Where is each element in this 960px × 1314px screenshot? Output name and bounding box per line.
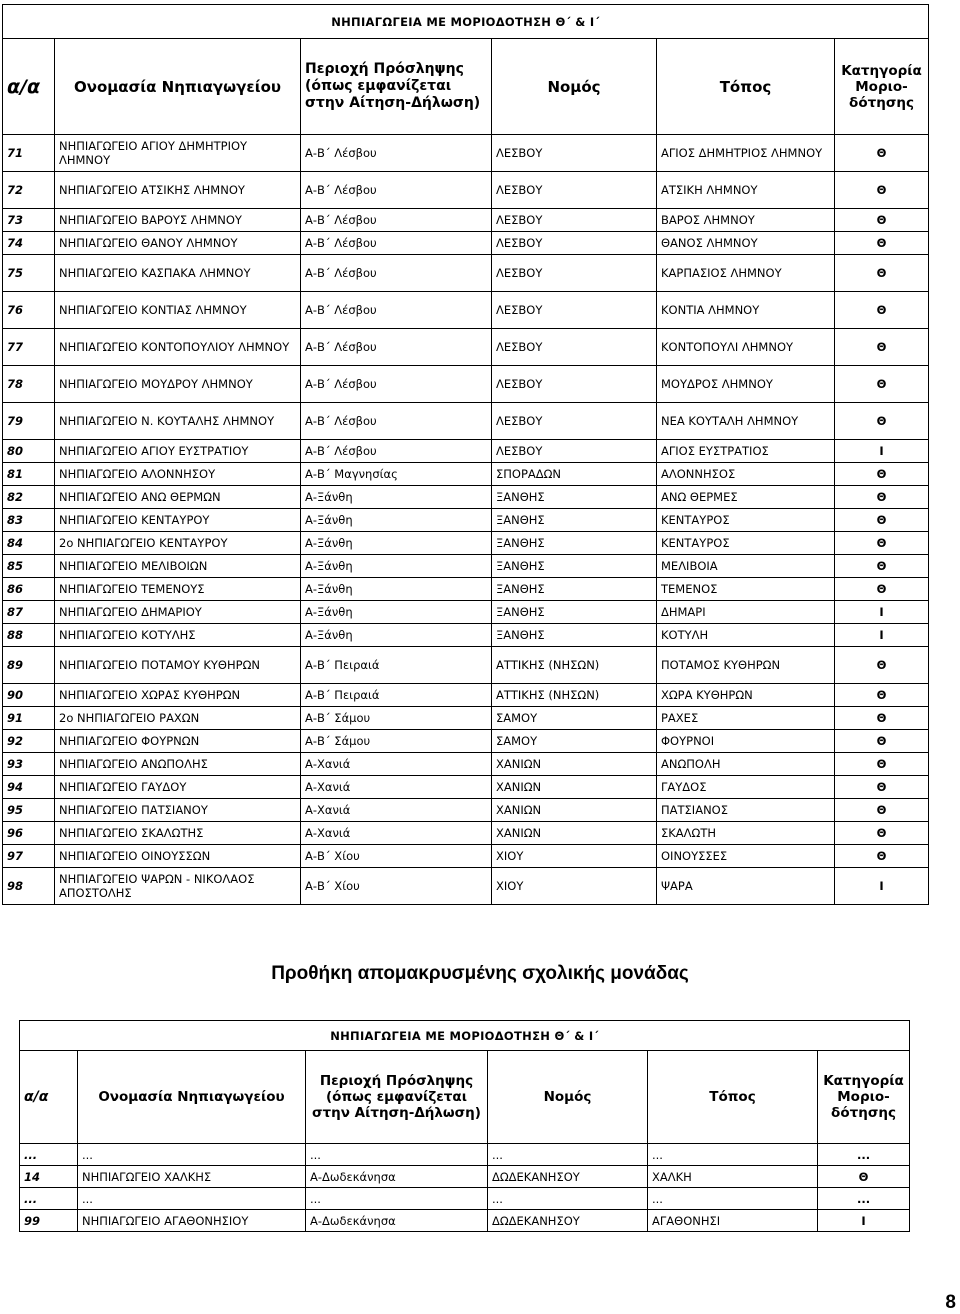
header-category: Κατηγορία Μοριο-δότησης — [835, 39, 929, 135]
recruitment-area: Α-Ξάνθη — [301, 486, 492, 509]
points-category: Θ — [835, 684, 929, 707]
prefecture: ... — [488, 1144, 648, 1166]
table-row — [3, 463, 929, 486]
prefecture: ΛΕΣΒΟΥ — [492, 232, 657, 255]
recruitment-area: Α-Β΄ Πειραιά — [301, 684, 492, 707]
points-category: Θ — [835, 532, 929, 555]
points-category: Θ — [835, 822, 929, 845]
points-category: Θ — [835, 647, 929, 684]
place: ΚΟΝΤΙΑ ΛΗΜΝΟΥ — [657, 292, 835, 329]
place: ΠΑΤΣΙΑΝΟΣ — [657, 799, 835, 822]
points-category: Ι — [835, 868, 929, 905]
school-name: ΝΗΠΙΑΓΩΓΕΙΟ ΧΩΡΑΣ ΚΥΘΗΡΩΝ — [55, 684, 301, 707]
school-name: ΝΗΠΙΑΓΩΓΕΙΟ ΟΙΝΟΥΣΣΩΝ — [55, 845, 301, 868]
place: ΑΓΙΟΣ ΔΗΜΗΤΡΙΟΣ ΛΗΜΝΟΥ — [657, 135, 835, 172]
school-name: ΝΗΠΙΑΓΩΓΕΙΟ ΔΗΜΑΡΙΟΥ — [55, 601, 301, 624]
prefecture: ΛΕΣΒΟΥ — [492, 135, 657, 172]
schools-table-main — [2, 4, 929, 905]
school-name: ΝΗΠΙΑΓΩΓΕΙΟ ΜΕΛΙΒΟΙΩΝ — [55, 555, 301, 578]
row-number: 95 — [3, 799, 55, 822]
points-category: Θ — [835, 509, 929, 532]
place: ΧΩΡΑ ΚΥΘΗΡΩΝ — [657, 684, 835, 707]
table-row — [3, 601, 929, 624]
school-name: ... — [78, 1144, 306, 1166]
prefecture: ΞΑΝΘΗΣ — [492, 555, 657, 578]
recruitment-area: ... — [306, 1188, 488, 1210]
row-number: 87 — [3, 601, 55, 624]
school-name: ΝΗΠΙΑΓΩΓΕΙΟ ΑΝΩ ΘΕΡΜΩΝ — [55, 486, 301, 509]
recruitment-area: Α-Χανιά — [301, 822, 492, 845]
page-number: 8 — [945, 1292, 956, 1313]
school-name: ΝΗΠΙΑΓΩΓΕΙΟ ΘΑΝΟΥ ΛΗΜΝΟΥ — [55, 232, 301, 255]
place: ΚΕΝΤΑΥΡΟΣ — [657, 509, 835, 532]
row-number: 85 — [3, 555, 55, 578]
place: ΑΝΩΠΟΛΗ — [657, 753, 835, 776]
place: ΑΓΑΘΟΝΗΣΙ — [648, 1210, 818, 1232]
school-name: ΝΗΠΙΑΓΩΓΕΙΟ ΤΕΜΕΝΟΥΣ — [55, 578, 301, 601]
header-category: Κατηγορία Μοριο-δότησης — [818, 1051, 910, 1144]
table-row — [3, 753, 929, 776]
table-row — [3, 292, 929, 329]
row-number: 90 — [3, 684, 55, 707]
row-number: 14 — [20, 1166, 78, 1188]
row-number: 92 — [3, 730, 55, 753]
points-category: Θ — [835, 255, 929, 292]
school-name: ΝΗΠΙΑΓΩΓΕΙΟ ΜΟΥΔΡΟΥ ΛΗΜΝΟΥ — [55, 366, 301, 403]
place: ΑΓΙΟΣ ΕΥΣΤΡΑΤΙΟΣ — [657, 440, 835, 463]
school-name: ΝΗΠΙΑΓΩΓΕΙΟ ΦΟΥΡΝΩΝ — [55, 730, 301, 753]
row-number: 96 — [3, 822, 55, 845]
prefecture: ΞΑΝΘΗΣ — [492, 486, 657, 509]
place: ΠΟΤΑΜΟΣ ΚΥΘΗΡΩΝ — [657, 647, 835, 684]
table-title: ΝΗΠΙΑΓΩΓΕΙΑ ΜΕ ΜΟΡΙΟΔΟΤΗΣΗ Θ΄ & Ι΄ — [20, 1021, 910, 1051]
prefecture: ... — [488, 1188, 648, 1210]
row-number: 73 — [3, 209, 55, 232]
table-row — [3, 578, 929, 601]
place: ΑΛΟΝΝΗΣΟΣ — [657, 463, 835, 486]
recruitment-area: Α-Β΄ Λέσβου — [301, 209, 492, 232]
recruitment-area: Α-Β΄ Λέσβου — [301, 172, 492, 209]
row-number: ... — [20, 1188, 78, 1210]
prefecture: ΞΑΝΘΗΣ — [492, 578, 657, 601]
points-category: Θ — [835, 753, 929, 776]
school-name: ΝΗΠΙΑΓΩΓΕΙΟ ΨΑΡΩΝ - ΝΙΚΟΛΑΟΣ ΑΠΟΣΤΟΛΗΣ — [55, 868, 301, 905]
row-number: 89 — [3, 647, 55, 684]
recruitment-area: Α-Ξάνθη — [301, 578, 492, 601]
prefecture: ΛΕΣΒΟΥ — [492, 440, 657, 463]
school-name: ΝΗΠΙΑΓΩΓΕΙΟ ΓΑΥΔΟΥ — [55, 776, 301, 799]
table-row — [3, 822, 929, 845]
points-category: Ι — [835, 624, 929, 647]
table-row — [3, 845, 929, 868]
points-category: ... — [818, 1188, 910, 1210]
prefecture: ΛΕΣΒΟΥ — [492, 209, 657, 232]
points-category: Θ — [818, 1166, 910, 1188]
points-category: Θ — [835, 463, 929, 486]
prefecture: ΛΕΣΒΟΥ — [492, 366, 657, 403]
place: ΤΕΜΕΝΟΣ — [657, 578, 835, 601]
table-row — [20, 1144, 910, 1166]
place: ... — [648, 1188, 818, 1210]
points-category: Θ — [835, 486, 929, 509]
header-prefecture: Νομός — [492, 39, 657, 135]
place: ΦΟΥΡΝΟΙ — [657, 730, 835, 753]
row-number: 94 — [3, 776, 55, 799]
prefecture: ΔΩΔΕΚΑΝΗΣΟΥ — [488, 1166, 648, 1188]
school-name: ΝΗΠΙΑΓΩΓΕΙΟ ΠΟΤΑΜΟΥ ΚΥΘΗΡΩΝ — [55, 647, 301, 684]
row-number: 71 — [3, 135, 55, 172]
table-row — [20, 1188, 910, 1210]
recruitment-area: Α-Β΄ Σάμου — [301, 707, 492, 730]
points-category: Θ — [835, 776, 929, 799]
place: ΨΑΡΑ — [657, 868, 835, 905]
row-number: 91 — [3, 707, 55, 730]
place: ΑΤΣΙΚΗ ΛΗΜΝΟΥ — [657, 172, 835, 209]
recruitment-area: Α-Β΄ Λέσβου — [301, 329, 492, 366]
place: ΚΑΡΠΑΣΙΟΣ ΛΗΜΝΟΥ — [657, 255, 835, 292]
place: ΡΑΧΕΣ — [657, 707, 835, 730]
school-name: ΝΗΠΙΑΓΩΓΕΙΟ ΠΑΤΣΙΑΝΟΥ — [55, 799, 301, 822]
recruitment-area: Α-Ξάνθη — [301, 532, 492, 555]
table-row — [3, 684, 929, 707]
place: ΑΝΩ ΘΕΡΜΕΣ — [657, 486, 835, 509]
table-row — [3, 255, 929, 292]
prefecture: ΞΑΝΘΗΣ — [492, 624, 657, 647]
school-name: ΝΗΠΙΑΓΩΓΕΙΟ ΚΕΝΤΑΥΡΟΥ — [55, 509, 301, 532]
place: ΓΑΥΔΟΣ — [657, 776, 835, 799]
prefecture: ΛΕΣΒΟΥ — [492, 403, 657, 440]
table-row — [3, 366, 929, 403]
prefecture: ΛΕΣΒΟΥ — [492, 329, 657, 366]
recruitment-area: Α-Β΄ Σάμου — [301, 730, 492, 753]
schools-table-addition — [19, 1020, 910, 1232]
prefecture: ΧΙΟΥ — [492, 845, 657, 868]
table-title: ΝΗΠΙΑΓΩΓΕΙΑ ΜΕ ΜΟΡΙΟΔΟΤΗΣΗ Θ΄ & Ι΄ — [3, 5, 929, 39]
place: ΟΙΝΟΥΣΣΕΣ — [657, 845, 835, 868]
recruitment-area: Α-Δωδεκάνησα — [306, 1166, 488, 1188]
recruitment-area: Α-Β΄ Λέσβου — [301, 403, 492, 440]
row-number: 93 — [3, 753, 55, 776]
school-name: ΝΗΠΙΑΓΩΓΕΙΟ ΚΟΝΤΙΑΣ ΛΗΜΝΟΥ — [55, 292, 301, 329]
row-number: 75 — [3, 255, 55, 292]
table-row — [3, 624, 929, 647]
row-number: 77 — [3, 329, 55, 366]
prefecture: ΣΑΜΟΥ — [492, 707, 657, 730]
points-category: Θ — [835, 707, 929, 730]
recruitment-area: Α-Χανιά — [301, 776, 492, 799]
recruitment-area: Α-Β΄ Λέσβου — [301, 292, 492, 329]
table-row — [3, 329, 929, 366]
table-row — [3, 486, 929, 509]
place: ΔΗΜΑΡΙ — [657, 601, 835, 624]
school-name: ΝΗΠΙΑΓΩΓΕΙΟ ΑΓΙΟΥ ΕΥΣΤΡΑΤΙΟΥ — [55, 440, 301, 463]
recruitment-area: Α-Β΄ Πειραιά — [301, 647, 492, 684]
school-name: ΝΗΠΙΑΓΩΓΕΙΟ ΒΑΡΟΥΣ ΛΗΜΝΟΥ — [55, 209, 301, 232]
place: ΚΟΝΤΟΠΟΥΛΙ ΛΗΜΝΟΥ — [657, 329, 835, 366]
points-category: Ι — [818, 1210, 910, 1232]
place: ΝΕΑ ΚΟΥΤΑΛΗ ΛΗΜΝΟΥ — [657, 403, 835, 440]
table-row — [3, 440, 929, 463]
points-category: Θ — [835, 232, 929, 255]
points-category: Θ — [835, 135, 929, 172]
table-row — [3, 799, 929, 822]
school-name: ... — [78, 1188, 306, 1210]
place: ΧΑΛΚΗ — [648, 1166, 818, 1188]
table-row — [3, 509, 929, 532]
school-name: ΝΗΠΙΑΓΩΓΕΙΟ ΧΑΛΚΗΣ — [78, 1166, 306, 1188]
table-row — [3, 135, 929, 172]
table-row — [3, 232, 929, 255]
prefecture: ΧΑΝΙΩΝ — [492, 776, 657, 799]
points-category: Θ — [835, 172, 929, 209]
header-name: Ονομασία Νηπιαγωγείου — [55, 39, 301, 135]
header-prefecture: Νομός — [488, 1051, 648, 1144]
prefecture: ΛΕΣΒΟΥ — [492, 172, 657, 209]
place: ΣΚΑΛΩΤΗ — [657, 822, 835, 845]
recruitment-area: Α-Β΄ Λέσβου — [301, 366, 492, 403]
points-category: Θ — [835, 403, 929, 440]
row-number: 76 — [3, 292, 55, 329]
recruitment-area: Α-Β΄ Μαγνησίας — [301, 463, 492, 486]
recruitment-area: ... — [306, 1144, 488, 1166]
prefecture: ΞΑΝΘΗΣ — [492, 509, 657, 532]
header-aa: α/α — [20, 1051, 78, 1144]
table-row — [3, 707, 929, 730]
points-category: Θ — [835, 555, 929, 578]
row-number: 79 — [3, 403, 55, 440]
prefecture: ΑΤΤΙΚΗΣ (ΝΗΣΩΝ) — [492, 684, 657, 707]
header-aa: α/α — [3, 39, 55, 135]
school-name: ΝΗΠΙΑΓΩΓΕΙΟ ΑΝΩΠΟΛΗΣ — [55, 753, 301, 776]
points-category: Θ — [835, 329, 929, 366]
school-name: ΝΗΠΙΑΓΩΓΕΙΟ ΑΓΑΘΟΝΗΣΙΟΥ — [78, 1210, 306, 1232]
caption: Προθήκη απομακρυσμένης σχολικής μονάδας — [271, 963, 689, 984]
table-row — [3, 403, 929, 440]
row-number: 98 — [3, 868, 55, 905]
points-category: Θ — [835, 799, 929, 822]
recruitment-area: Α-Β΄ Λέσβου — [301, 135, 492, 172]
header-area: Περιοχή Πρόσληψης (όπως εμφανίζεται στην Αίτηση-Δήλωση) — [301, 39, 492, 135]
place: ΜΕΛΙΒΟΙΑ — [657, 555, 835, 578]
points-category: Θ — [835, 366, 929, 403]
place: ΚΕΝΤΑΥΡΟΣ — [657, 532, 835, 555]
row-number: 81 — [3, 463, 55, 486]
points-category: Ι — [835, 440, 929, 463]
table-row — [3, 868, 929, 905]
recruitment-area: Α-Β΄ Λέσβου — [301, 440, 492, 463]
recruitment-area: Α-Ξάνθη — [301, 555, 492, 578]
school-name: 2ο ΝΗΠΙΑΓΩΓΕΙΟ ΚΕΝΤΑΥΡΟΥ — [55, 532, 301, 555]
row-number: 99 — [20, 1210, 78, 1232]
prefecture: ΑΤΤΙΚΗΣ (ΝΗΣΩΝ) — [492, 647, 657, 684]
place: ... — [648, 1144, 818, 1166]
table-row — [3, 532, 929, 555]
prefecture: ΧΙΟΥ — [492, 868, 657, 905]
prefecture: ΣΑΜΟΥ — [492, 730, 657, 753]
points-category: Θ — [835, 292, 929, 329]
row-number: 97 — [3, 845, 55, 868]
prefecture: ΞΑΝΘΗΣ — [492, 601, 657, 624]
header-name: Ονομασία Νηπιαγωγείου — [78, 1051, 306, 1144]
row-number: 80 — [3, 440, 55, 463]
points-category: Θ — [835, 209, 929, 232]
school-name: ΝΗΠΙΑΓΩΓΕΙΟ ΣΚΑΛΩΤΗΣ — [55, 822, 301, 845]
recruitment-area: Α-Χανιά — [301, 753, 492, 776]
recruitment-area: Α-Β΄ Λέσβου — [301, 255, 492, 292]
header-place: Τόπος — [657, 39, 835, 135]
school-name: ΝΗΠΙΑΓΩΓΕΙΟ Ν. ΚΟΥΤΑΛΗΣ ΛΗΜΝΟΥ — [55, 403, 301, 440]
table-row — [20, 1166, 910, 1188]
prefecture: ΛΕΣΒΟΥ — [492, 292, 657, 329]
table-row — [3, 209, 929, 232]
prefecture: ΞΑΝΘΗΣ — [492, 532, 657, 555]
row-number: 84 — [3, 532, 55, 555]
school-name: ΝΗΠΙΑΓΩΓΕΙΟ ΑΛΟΝΝΗΣΟΥ — [55, 463, 301, 486]
row-number: 74 — [3, 232, 55, 255]
prefecture: ΣΠΟΡΑΔΩΝ — [492, 463, 657, 486]
school-name: ΝΗΠΙΑΓΩΓΕΙΟ ΑΤΣΙΚΗΣ ΛΗΜΝΟΥ — [55, 172, 301, 209]
row-number: 83 — [3, 509, 55, 532]
prefecture: ΧΑΝΙΩΝ — [492, 822, 657, 845]
prefecture: ΛΕΣΒΟΥ — [492, 255, 657, 292]
recruitment-area: Α-Ξάνθη — [301, 509, 492, 532]
school-name: ΝΗΠΙΑΓΩΓΕΙΟ ΚΑΣΠΑΚΑ ΛΗΜΝΟΥ — [55, 255, 301, 292]
table-row — [3, 647, 929, 684]
recruitment-area: Α-Β΄ Χίου — [301, 845, 492, 868]
header-area: Περιοχή Πρόσληψης (όπως εμφανίζεται στην Αίτηση-Δήλωση) — [306, 1051, 488, 1144]
table-row — [3, 555, 929, 578]
recruitment-area: Α-Β΄ Χίου — [301, 868, 492, 905]
recruitment-area: Α-Χανιά — [301, 799, 492, 822]
row-number: 88 — [3, 624, 55, 647]
place: ΒΑΡΟΣ ΛΗΜΝΟΥ — [657, 209, 835, 232]
row-number: 86 — [3, 578, 55, 601]
place: ΘΑΝΟΣ ΛΗΜΝΟΥ — [657, 232, 835, 255]
table-row — [3, 172, 929, 209]
prefecture: ΧΑΝΙΩΝ — [492, 799, 657, 822]
table-row — [3, 730, 929, 753]
points-category: Ι — [835, 601, 929, 624]
table-row — [3, 776, 929, 799]
recruitment-area: Α-Β΄ Λέσβου — [301, 232, 492, 255]
row-number: ... — [20, 1144, 78, 1166]
place: ΚΟΤΥΛΗ — [657, 624, 835, 647]
recruitment-area: Α-Ξάνθη — [301, 624, 492, 647]
table-row — [20, 1210, 910, 1232]
school-name: ΝΗΠΙΑΓΩΓΕΙΟ ΑΓΙΟΥ ΔΗΜΗΤΡΙΟΥ ΛΗΜΝΟΥ — [55, 135, 301, 172]
points-category: Θ — [835, 578, 929, 601]
recruitment-area: Α-Ξάνθη — [301, 601, 492, 624]
recruitment-area: Α-Δωδεκάνησα — [306, 1210, 488, 1232]
header-place: Τόπος — [648, 1051, 818, 1144]
school-name: 2ο ΝΗΠΙΑΓΩΓΕΙΟ ΡΑΧΩΝ — [55, 707, 301, 730]
points-category: ... — [818, 1144, 910, 1166]
prefecture: ΧΑΝΙΩΝ — [492, 753, 657, 776]
row-number: 78 — [3, 366, 55, 403]
place: ΜΟΥΔΡΟΣ ΛΗΜΝΟΥ — [657, 366, 835, 403]
points-category: Θ — [835, 730, 929, 753]
school-name: ΝΗΠΙΑΓΩΓΕΙΟ ΚΟΝΤΟΠΟΥΛΙΟΥ ΛΗΜΝΟΥ — [55, 329, 301, 366]
prefecture: ΔΩΔΕΚΑΝΗΣΟΥ — [488, 1210, 648, 1232]
row-number: 82 — [3, 486, 55, 509]
points-category: Θ — [835, 845, 929, 868]
row-number: 72 — [3, 172, 55, 209]
school-name: ΝΗΠΙΑΓΩΓΕΙΟ ΚΟΤΥΛΗΣ — [55, 624, 301, 647]
